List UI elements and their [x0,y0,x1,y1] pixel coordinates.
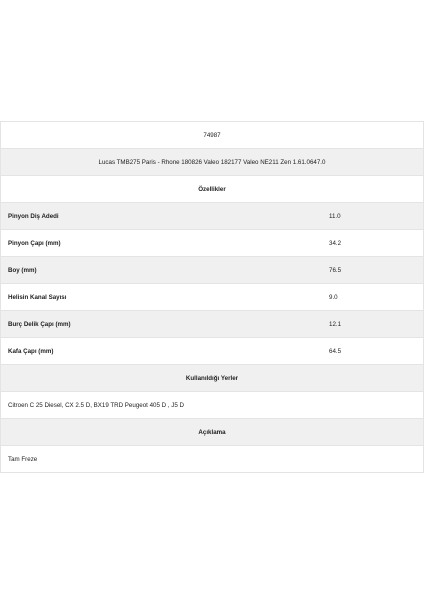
spec-row [0,203,424,230]
description-title: Açıklama [198,428,226,436]
spec-row [0,311,424,338]
usage-header [0,365,424,392]
spec-row [0,230,424,257]
spec-row [0,338,424,365]
spec-value: 76.5 [329,266,342,274]
spec-value: 34.2 [329,239,342,247]
spec-label: Boy (mm) [8,266,37,274]
spec-label: Pinyon Diş Adedi [8,212,59,220]
spec-value: 11.0 [329,212,341,220]
features-title: Özellikler [198,185,226,193]
spec-row [0,257,424,284]
spec-value: 12.1 [329,320,342,328]
description-row [0,446,424,473]
spec-value: 64.5 [329,347,342,355]
product-code: 74987 [203,131,221,139]
spec-row [0,284,424,311]
spec-value: 9.0 [329,293,338,301]
usage-title: Kullanıldığı Yerler [185,374,239,382]
features-header [0,176,424,203]
spec-label: Kafa Çapı (mm) [8,347,54,355]
product-code-row [0,122,424,149]
spec-table [0,121,424,473]
spec-label: Burç Delik Çapı (mm) [8,320,71,328]
description-header [0,419,424,446]
product-references-row [0,149,424,176]
spec-label: Pinyon Çapı (mm) [8,239,61,247]
usage-row [0,392,424,419]
description-text: Tam Freze [8,455,38,463]
usage-text: Citroen C 25 Diesel, CX 2.5 D, BX19 TRD Peugeot 405 D , J5 D [8,401,184,409]
product-references: Lucas TMB275 Paris - Rhone 180826 Valeo 182177 Valeo NE211 Zen 1.61.0647.0 [98,158,326,166]
spec-label: Helisin Kanal Sayısı [8,293,67,301]
